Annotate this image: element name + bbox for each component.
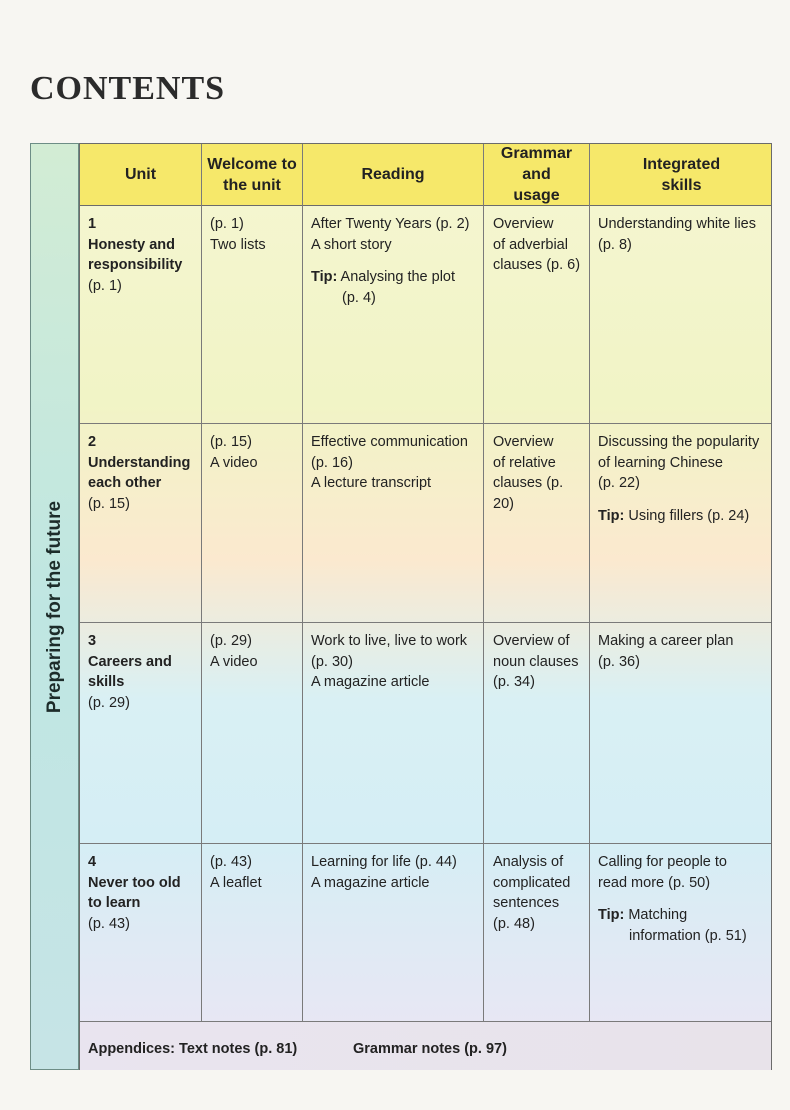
appendices-text-notes: Appendices: Text notes (p. 81)	[88, 1041, 298, 1057]
grammar-text: (p. 34)	[493, 674, 535, 690]
reading-tip	[311, 267, 481, 308]
page-title: CONTENTS	[30, 70, 226, 107]
tip-text: Matching	[628, 907, 688, 923]
welcome-text: Two lists	[210, 236, 266, 253]
header-unit	[80, 144, 201, 205]
header-integrated-line: Integrated	[642, 155, 721, 173]
welcome-text: A video	[210, 454, 258, 471]
integrated-cell	[598, 214, 771, 255]
integrated-text: (p. 36)	[598, 653, 640, 670]
grammar-cell	[493, 432, 588, 514]
grammar-text: Overview	[493, 216, 554, 232]
welcome-page: (p. 15)	[210, 434, 252, 450]
grammar-cell	[493, 214, 588, 276]
grammar-notes: Grammar notes (p. 97)	[353, 1041, 507, 1057]
welcome-cell	[210, 214, 300, 255]
integrated-tip	[598, 905, 771, 946]
integrated-text: (p. 8)	[598, 236, 632, 253]
unit-title-line: each other	[88, 475, 162, 491]
unit-number: 1	[88, 216, 97, 232]
welcome-text: A video	[210, 653, 258, 670]
unit-title-line: to learn	[88, 895, 141, 911]
welcome-text: A leaflet	[210, 874, 262, 891]
header-welcome-line: the unit	[223, 176, 281, 194]
unit-page: (p. 29)	[88, 694, 130, 711]
unit-cell	[88, 852, 200, 934]
grammar-text: clauses (p. 20)	[493, 475, 564, 512]
welcome-page: (p. 29)	[210, 633, 252, 649]
unit-title-line: responsibility	[88, 257, 183, 273]
grammar-text: Analysis of	[493, 854, 564, 870]
reading-text: A magazine article	[311, 674, 430, 690]
integrated-cell	[598, 631, 771, 672]
header-grammar-line: usage	[513, 187, 560, 204]
reading-text: (p. 16)	[311, 454, 353, 471]
unit-page: (p. 15)	[88, 495, 130, 512]
unit-number: 4	[88, 854, 97, 870]
unit-number: 2	[88, 434, 97, 450]
welcome-page: (p. 43)	[210, 854, 252, 870]
header-grammar-line: and	[522, 166, 551, 183]
reading-cell	[311, 432, 481, 494]
integrated-text: Making a career plan	[598, 633, 734, 649]
grammar-text: sentences	[493, 895, 560, 911]
section-sidebar	[30, 143, 79, 1070]
integrated-text: Discussing the popularity	[598, 434, 760, 450]
reading-text: Work to live, live to work	[311, 633, 468, 649]
reading-text: A magazine article	[311, 874, 430, 891]
grammar-text: (p. 48)	[493, 915, 535, 932]
welcome-cell	[210, 852, 300, 893]
integrated-cell	[598, 852, 771, 946]
header-reading	[303, 144, 483, 205]
header-integrated	[590, 144, 773, 205]
table-row	[80, 623, 771, 843]
appendices-row	[80, 1022, 771, 1070]
header-welcome	[202, 144, 302, 205]
grammar-cell	[493, 631, 588, 693]
header-unit-label: Unit	[124, 166, 157, 183]
reading-text: A lecture transcript	[311, 475, 432, 491]
tip-page: (p. 4)	[342, 289, 376, 306]
unit-title-line: skills	[88, 674, 125, 690]
header-welcome-line: Welcome to	[207, 155, 297, 173]
grammar-text: Overview of	[493, 633, 570, 649]
integrated-text: Understanding white lies	[598, 216, 756, 232]
unit-title-line: Understanding	[88, 454, 191, 471]
tip-label: Tip:	[311, 269, 338, 285]
header-grammar-line: Grammar	[500, 145, 573, 162]
unit-title-line: Honesty and	[88, 236, 176, 253]
grammar-cell	[493, 852, 588, 934]
reading-text: Learning for life (p. 44)	[311, 854, 457, 870]
unit-page: (p. 43)	[88, 915, 130, 932]
unit-title-line: Careers and	[88, 653, 172, 670]
contents-table	[79, 143, 772, 1070]
grammar-text: clauses (p. 6)	[493, 257, 581, 273]
tip-text: Analysing the plot	[340, 269, 456, 285]
reading-cell	[311, 631, 481, 693]
table-row	[80, 424, 771, 622]
grammar-text: Overview	[493, 434, 554, 450]
header-grammar	[484, 144, 589, 205]
tip-label: Tip:	[598, 507, 625, 524]
integrated-tip	[598, 506, 771, 527]
table-row	[80, 844, 771, 1021]
section-label: Preparing for the future	[43, 500, 65, 713]
header-reading-label: Reading	[361, 166, 425, 183]
unit-cell	[88, 214, 200, 296]
header-integrated-line: skills	[661, 176, 702, 194]
unit-title-line: Never too old	[88, 874, 181, 891]
integrated-text: (p. 22)	[598, 475, 640, 491]
grammar-text: of relative	[493, 454, 556, 471]
integrated-text: of learning Chinese	[598, 454, 723, 471]
unit-cell	[88, 432, 200, 514]
grammar-text: noun clauses	[493, 653, 579, 670]
table-row	[80, 206, 771, 423]
unit-number: 3	[88, 633, 97, 649]
reading-text: Effective communication	[311, 434, 468, 450]
reading-text: (p. 30)	[311, 653, 353, 670]
integrated-text: read more (p. 50)	[598, 874, 711, 891]
unit-cell	[88, 631, 200, 713]
welcome-page: (p. 1)	[210, 216, 244, 232]
reading-cell	[311, 214, 481, 308]
reading-text: A short story	[311, 236, 392, 253]
integrated-text: Calling for people to	[598, 854, 727, 870]
tip-text: Using fillers (p. 24)	[628, 507, 750, 524]
tip-label: Tip:	[598, 907, 625, 923]
tip-page: information (p. 51)	[629, 927, 747, 944]
reading-cell	[311, 852, 481, 893]
grammar-text: complicated	[493, 874, 571, 891]
reading-text: After Twenty Years (p. 2)	[311, 216, 470, 232]
table-header	[80, 144, 771, 206]
grammar-text: of adverbial	[493, 236, 568, 253]
welcome-cell	[210, 432, 300, 473]
unit-page: (p. 1)	[88, 277, 122, 294]
integrated-cell	[598, 432, 771, 526]
welcome-cell	[210, 631, 300, 672]
